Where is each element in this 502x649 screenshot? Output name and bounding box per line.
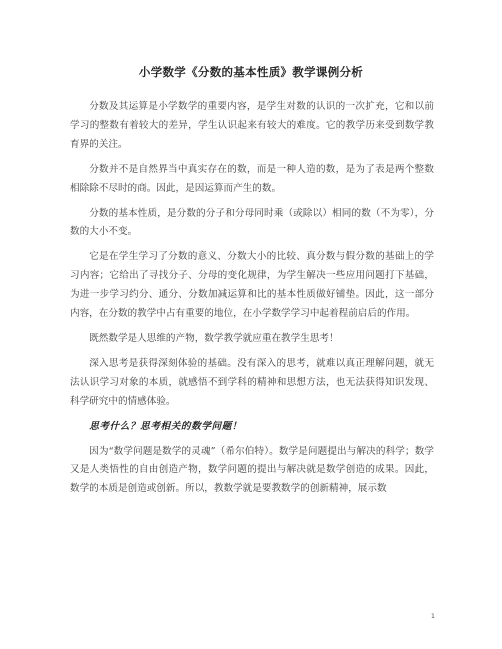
document-title: 小学数学《分数的基本性质》教学课例分析 [138,65,364,79]
paragraph: 既然数学是人思维的产物，数学教学就应重在教学生思考！ [89,332,339,344]
paragraph: 分数并不是自然界当中真实存在的数，而是一种人造的数，是为了表是两个整数相除除不尽时的商。因此，是因运算而产生的数。 [70,163,434,194]
paragraph: 它是在学生学习了分数的意义、分数大小的比较、真分数与假分数的基础上的学习内容；它给出了寻找分子、分母的变化规律，为学生解决一些应用问题打下基础，为进一步学习约分、通分、分数加减运算和比的基本性质做好铺垫。因此，这一部分内容，在分数的教学中占有重要的地位，在小学数学学习中起着程前启后的作用。 [70,251,434,320]
section-heading: 思考什么？思考相关的数学问题！ [89,420,243,432]
page-number: 1 [430,612,435,620]
document-body [70,98,434,505]
paragraph: 分数的基本性质，是分数的分子和分母同时乘（或除以）相同的数（不为零），分数的大小不变。 [70,207,434,238]
paragraph: 分数及其运算是小学数学的重要内容，是学生对数的认识的一次扩充，它和以前学习的整数有着较大的差异，学生认识起来有较大的难度。它的教学历来受到数学教育界的关注。 [70,101,434,150]
paragraph: 深入思考是获得深刻体验的基础。没有深入的思考，就难以真正理解问题，就无法认识学习对象的本质，就感悟不到学科的精神和思想方法，也无法获得知识发现、科学研究中的情感体验。 [70,357,434,407]
paragraph: 因为“数学问题是数学的灵魂”（希尔伯特）。数学是问题提出与解决的科学；数学又是人类悟性的自由创造产物，数学问题的提出与解决就是数学创造的成果。因此，数学的本质是创造或创新。所以，教数学就是要教数学的创新精神，展示数 [70,445,434,495]
